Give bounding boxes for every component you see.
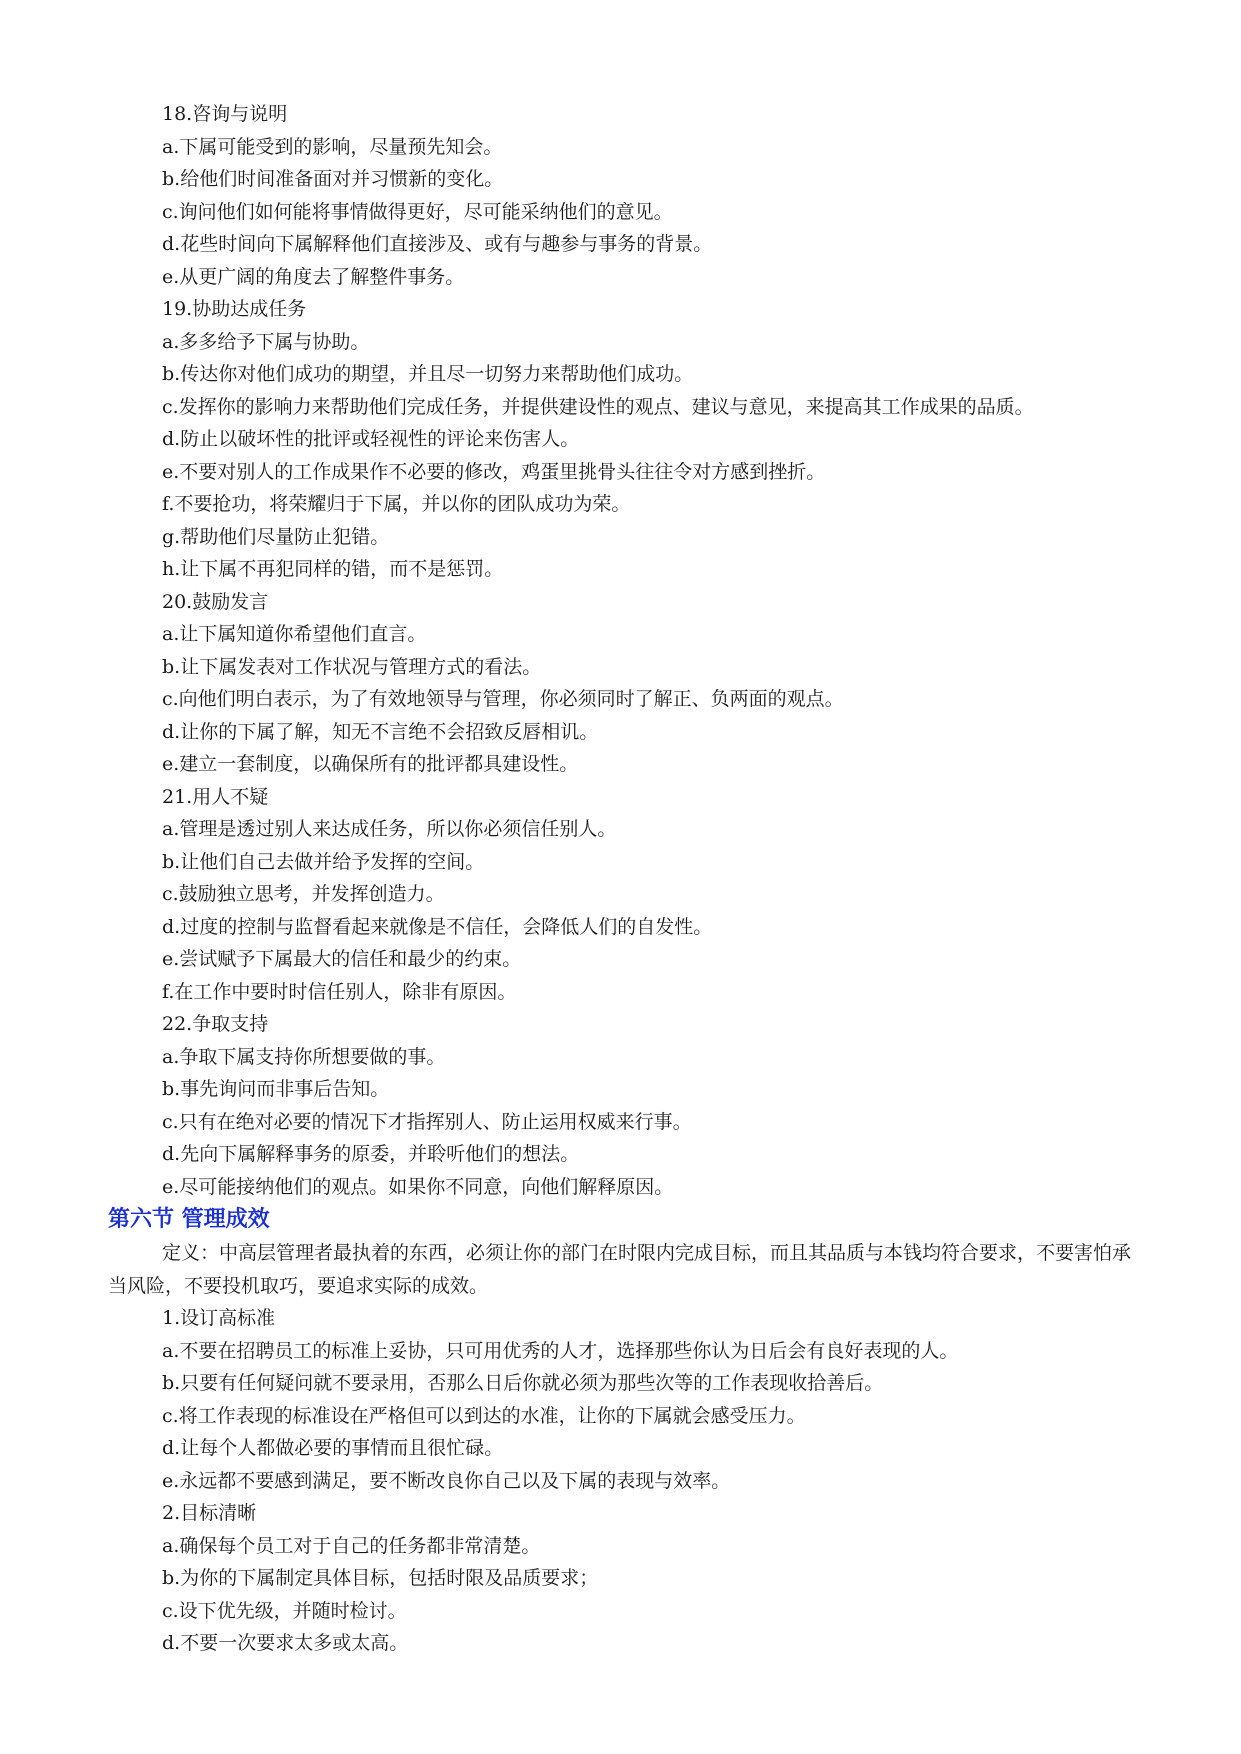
section-title: 2.目标清晰 [162, 1502, 257, 1524]
section-title: 1.设订高标准 [162, 1307, 276, 1329]
list-item: e.尽可能接纳他们的观点。如果你不同意，向他们解释原因。 [162, 1175, 674, 1198]
chapter-heading: 第六节 管理成效 [108, 1207, 270, 1232]
list-item: e.建立一套制度，以确保所有的批评都具建设性。 [162, 753, 579, 775]
list-item: a.确保每个员工对于自己的任务都非常清楚。 [162, 1534, 541, 1557]
list-item: c.向他们明白表示，为了有效地领导与管理，你必须同时了解正、负两面的观点。 [162, 688, 844, 710]
list-item: a.争取下属支持你所想要做的事。 [162, 1045, 446, 1068]
list-item: c.设下优先级，并随时检讨。 [162, 1599, 407, 1622]
list-item: e.不要对别人的工作成果作不必要的修改，鸡蛋里挑骨头往往令对方感到挫折。 [162, 460, 826, 483]
list-item: d.让你的下属了解，知无不言绝不会招致反唇相讥。 [162, 720, 599, 743]
section-title: 22.争取支持 [162, 1013, 269, 1035]
list-item: b.为你的下属制定具体目标，包括时限及品质要求； [162, 1567, 599, 1589]
list-item: d.花些时间向下属解释他们直接涉及、或有与趣参与事务的背景。 [162, 233, 713, 255]
list-item: b.传达你对他们成功的期望，并且尽一切努力来帮助他们成功。 [162, 363, 694, 385]
list-item: d.不要一次要求太多或太高。 [162, 1632, 409, 1654]
section-title: 19.协助达成任务 [162, 298, 307, 320]
list-item: c.发挥你的影响力来帮助他们完成任务，并提供建设性的观点、建议与意见，来提高其工作成果的品质。 [162, 395, 1034, 418]
list-item: c.将工作表现的标准设在严格但可以到达的水准，让你的下属就会感受压力。 [162, 1404, 806, 1427]
list-item: a.多多给予下属与协助。 [162, 330, 370, 353]
section-title: 20.鼓励发言 [162, 590, 269, 613]
list-item: c.只有在绝对必要的情况下才指挥别人、防止运用权威来行事。 [162, 1110, 692, 1133]
list-item: e.从更广阔的角度去了解整件事务。 [162, 265, 465, 288]
list-item: e.尝试赋予下属最大的信任和最少的约束。 [162, 948, 522, 970]
list-item: a.不要在招聘员工的标准上妥协，只可用优秀的人才，选择那些你认为日后会有良好表现的人。 [162, 1339, 959, 1362]
list-item: d.防止以破坏性的批评或轻视性的评论来伤害人。 [162, 428, 580, 450]
document-content [108, 98, 1148, 1660]
list-item: f.不要抢功，将荣耀归于下属，并以你的团队成功为荣。 [162, 493, 631, 515]
list-item: d.过度的控制与监督看起来就像是不信任，会降低人们的自发性。 [162, 915, 713, 938]
list-item: g.帮助他们尽量防止犯错。 [162, 525, 390, 548]
list-item: d.先向下属解释事务的原委，并聆听他们的想法。 [162, 1143, 580, 1165]
list-item: d.让每个人都做必要的事情而且很忙碌。 [162, 1437, 504, 1459]
list-item: a.下属可能受到的影响，尽量预先知会。 [162, 135, 503, 158]
list-item: f.在工作中要时时信任别人，除非有原因。 [162, 980, 517, 1003]
section-title: 21.用人不疑 [162, 785, 269, 808]
list-item: b.给他们时间准备面对并习惯新的变化。 [162, 168, 504, 190]
list-item: a.让下属知道你希望他们直言。 [162, 623, 427, 645]
list-item: h.让下属不再犯同样的错，而不是惩罚。 [162, 558, 504, 580]
list-item: c.鼓励独立思考，并发挥创造力。 [162, 883, 445, 905]
list-item: b.事先询问而非事后告知。 [162, 1078, 390, 1100]
list-item: a.管理是透过别人来达成任务，所以你必须信任别人。 [162, 818, 617, 840]
section-title: 18.咨询与说明 [162, 103, 288, 125]
list-item: b.让下属发表对工作状况与管理方式的看法。 [162, 655, 542, 678]
list-item: b.只要有任何疑问就不要录用，否那么日后你就必须为那些次等的工作表现收拾善后。 [162, 1372, 884, 1394]
list-item: c.询问他们如何能将事情做得更好，尽可能采纳他们的意见。 [162, 200, 673, 223]
list-item: e.永远都不要感到满足，要不断改良你自己以及下属的表现与效率。 [162, 1469, 731, 1492]
list-item: b.让他们自己去做并给予发挥的空间。 [162, 850, 485, 873]
definition-paragraph: 定义：中高层管理者最执着的东西，必须让你的部门在时限内完成目标，而且其品质与本钱均符合要求，不要害怕承当风险，不要投机取巧，要追求实际的成效。 [108, 1242, 1132, 1297]
